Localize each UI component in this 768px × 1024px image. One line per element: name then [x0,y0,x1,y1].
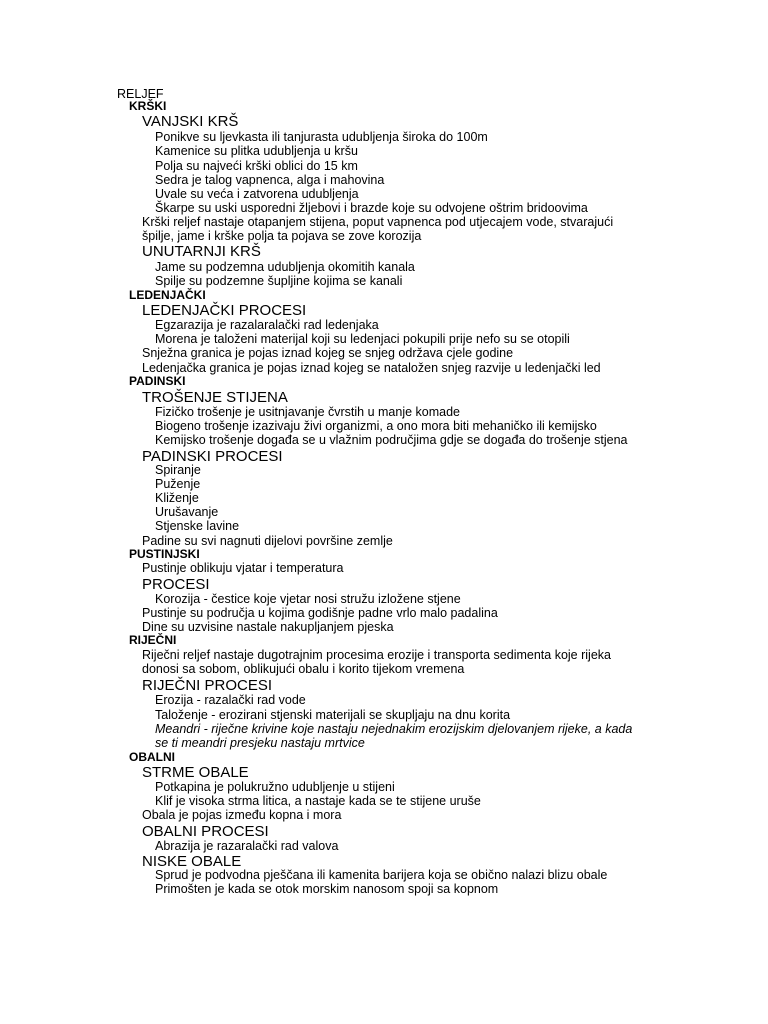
section-heading: PUSTINJSKI [129,547,200,561]
detail-line: Kamenice su plitka udubljenja u kršu [155,144,358,158]
section-heading: LEDENJAČKI [129,288,206,302]
section-heading: OBALNI [129,750,175,764]
detail-line: Jame su podzemna udubljenja okomitih kanala [155,260,415,274]
detail-line: Sedra je talog vapnenca, alga i mahovina [155,173,385,187]
detail-line: Kemijsko trošenje događa se u vlažnim područjima gdje se događa do trošenje stjena [155,433,628,447]
detail-line: Klif je visoka strma litica, a nastaje kada se te stijene uruše [155,794,481,808]
detail-line: Primošten je kada se otok morskim nanosom spoji sa kopnom [155,882,499,896]
detail-line: Kliženje [155,491,199,505]
subsection-heading: RIJEČNI PROCESI [142,677,273,694]
subsection-heading: PROCESI [142,576,210,593]
section-heading: PADINSKI [129,374,186,388]
detail-line: Stjenske lavine [155,519,240,533]
detail-line: Fizičko trošenje je usitnjavanje čvrstih u manje komade [155,405,460,419]
subsection-heading: LEDENJAČKI PROCESI [142,302,307,319]
note-line: Pustinje su područja u kojima godišnje padne vrlo malo padalina [142,606,498,620]
note-line: Padine su svi nagnuti dijelovi površine zemlje [142,534,393,548]
note-line: Riječni reljef nastaje dugotrajnim procesima erozije i transporta sedimenta koje rijeka [142,648,611,662]
document-title: RELJEF [117,87,164,101]
note-line: Dine su uzvisine nastale nakupljanjem pjeska [142,620,394,634]
note-line: donosi sa sobom, oblikujući obalu i korito tijekom vremena [142,662,465,676]
detail-line: Puženje [155,477,201,491]
detail-line: Erozija - razalački rad vode [155,693,306,707]
detail-line: Ponikve su ljevkasta ili tanjurasta udubljenja široka do 100m [155,130,488,144]
detail-line: Taloženje - erozirani stjenski materijali se skupljaju na dnu korita [155,708,511,722]
detail-line: Korozija - čestice koje vjetar nosi stružu izložene stjene [155,592,461,606]
note-line: špilje, jame i krške polja ta pojava se zove korozija [142,229,422,243]
detail-line: Polja su najveći krški oblici do 15 km [155,159,358,173]
note-line: Snježna granica je pojas iznad kojeg se snjeg održava cjele godine [142,346,514,360]
subsection-heading: STRME OBALE [142,764,249,781]
detail-line: Abrazija je razaralački rad valova [155,839,339,853]
note-line: Pustinje oblikuju vjatar i temperatura [142,561,344,575]
detail-line: Spiranje [155,463,201,477]
note-line: Obala je pojas između kopna i mora [142,808,342,822]
subsection-heading: OBALNI PROCESI [142,823,269,840]
subsection-heading: PADINSKI PROCESI [142,448,283,465]
detail-line: Morena je taloženi materijal koji su ledenjaci pokupili prije nefo su se otopili [155,332,570,346]
subsection-heading: TROŠENJE STIJENA [142,389,288,406]
note-line: Krški reljef nastaje otapanjem stijena, poput vapnenca pod utjecajem vode, stvarajući [142,215,614,229]
subsection-heading: VANJSKI KRŠ [142,113,239,130]
detail-line: se ti meandri presjeku nastaju mrtvice [155,736,365,750]
detail-line: Sprud je podvodna pješčana ili kamenita barijera koja se obično nalazi blizu obale [155,868,608,882]
subsection-heading: NISKE OBALE [142,853,242,870]
detail-line: Urušavanje [155,505,219,519]
detail-line: Potkapina je polukružno udubljenje u stijeni [155,780,395,794]
section-heading: KRŠKI [129,99,167,113]
detail-line: Škarpe su uski usporedni žljebovi i brazde koje su odvojene oštrim bridoovima [155,201,588,215]
section-heading: RIJEČNI [129,633,177,647]
detail-line: Spilje su podzemne šupljine kojima se kanali [155,274,403,288]
detail-line: Biogeno trošenje izazivaju živi organizmi, a ono mora biti mehaničko ili kemijsko [155,419,597,433]
note-line: Ledenjačka granica je pojas iznad kojeg se nataložen snjeg razvije u ledenjački led [142,361,601,375]
detail-line: Meandri - riječne krivine koje nastaju nejednakim erozijskim djelovanjem rijeke, a kada [155,722,633,736]
detail-line: Uvale su veća i zatvorena udubljenja [155,187,359,201]
detail-line: Egzarazija je razalaralački rad ledenjaka [155,318,379,332]
subsection-heading: UNUTARNJI KRŠ [142,243,261,260]
